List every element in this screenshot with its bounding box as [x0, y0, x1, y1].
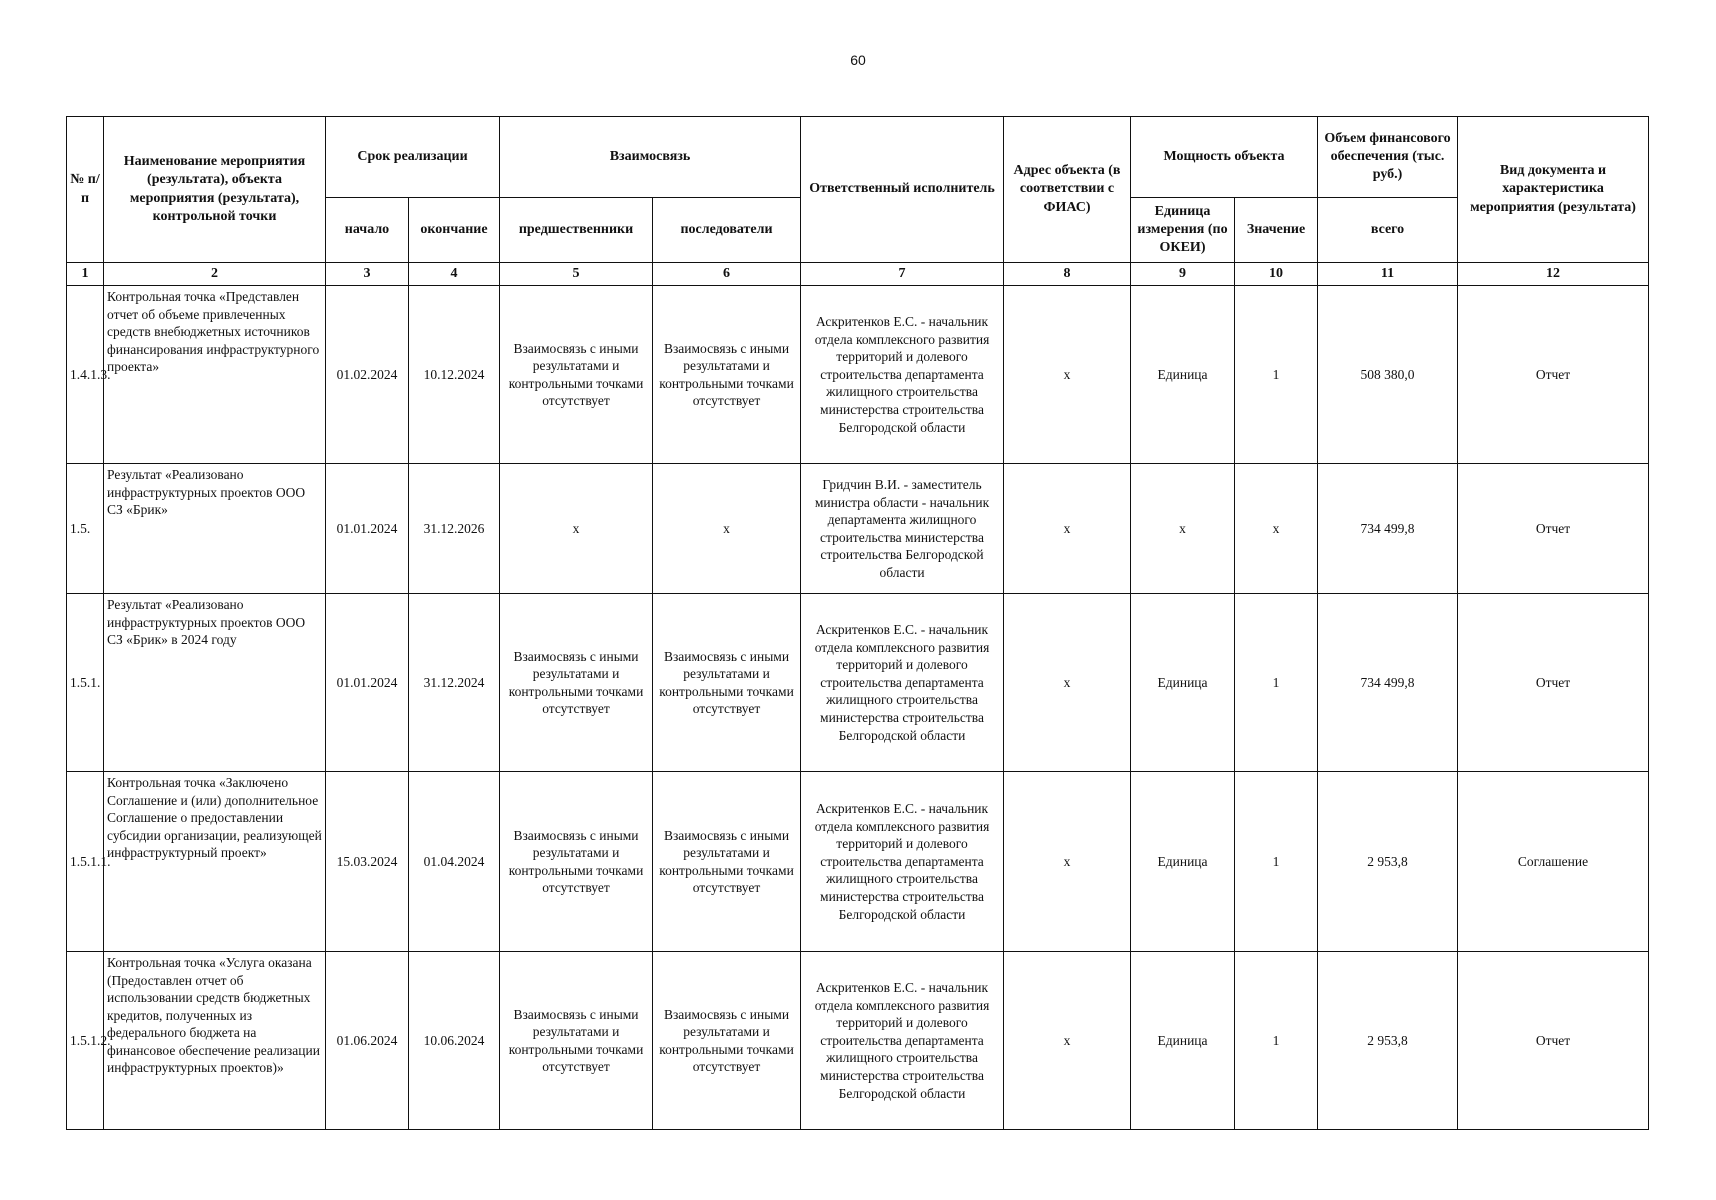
- header-address: Адрес объекта (в соответствии с ФИАС): [1004, 117, 1131, 263]
- row-value: 1: [1235, 952, 1318, 1130]
- column-number: 9: [1131, 263, 1235, 286]
- header-value: Значение: [1235, 198, 1318, 263]
- row-num: 1.5.1.2.: [67, 952, 104, 1130]
- row-successors: Взаимосвязь с иными результатами и контрольными точками отсутствует: [653, 594, 801, 772]
- header-successors: последователи: [653, 198, 801, 263]
- row-name: Результат «Реализовано инфраструктурных проектов ООО СЗ «Брик»: [104, 464, 326, 594]
- row-address: x: [1004, 594, 1131, 772]
- row-doc: Отчет: [1458, 594, 1649, 772]
- row-total: 508 380,0: [1318, 286, 1458, 464]
- row-start: 15.03.2024: [326, 772, 409, 952]
- row-name: Контрольная точка «Услуга оказана (Предоставлен отчет об использовании средств бюджетных кредитов, полученных из федерального бюджета на финансовое обеспечение реализации инфраструктурных проектов)»: [104, 952, 326, 1130]
- header-num: № п/п: [67, 117, 104, 263]
- header-period-end: окончание: [409, 198, 500, 263]
- row-value: 1: [1235, 286, 1318, 464]
- header-finance: Объем финансового обеспечения (тыс. руб.): [1318, 117, 1458, 198]
- row-successors: Взаимосвязь с иными результатами и контрольными точками отсутствует: [653, 952, 801, 1130]
- column-number: 10: [1235, 263, 1318, 286]
- row-address: x: [1004, 464, 1131, 594]
- row-num: 1.5.: [67, 464, 104, 594]
- column-number: 12: [1458, 263, 1649, 286]
- column-number: 1: [67, 263, 104, 286]
- row-unit: Единица: [1131, 286, 1235, 464]
- row-address: x: [1004, 952, 1131, 1130]
- table-row: [67, 594, 1649, 772]
- row-address: x: [1004, 286, 1131, 464]
- row-total: 734 499,8: [1318, 594, 1458, 772]
- row-doc: Отчет: [1458, 952, 1649, 1130]
- row-value: x: [1235, 464, 1318, 594]
- header-period: Срок реализации: [326, 117, 500, 198]
- row-end: 10.06.2024: [409, 952, 500, 1130]
- row-total: 2 953,8: [1318, 952, 1458, 1130]
- page-number: 60: [850, 52, 866, 68]
- table-row: [67, 772, 1649, 952]
- row-end: 01.04.2024: [409, 772, 500, 952]
- row-unit: Единица: [1131, 952, 1235, 1130]
- column-number: 3: [326, 263, 409, 286]
- row-responsible: Аскритенков Е.С. - начальник отдела комплексного развития территорий и долевого строительства департамента жилищного строительства министерства строительства Белгородской области: [801, 286, 1004, 464]
- column-number-row: [67, 263, 1649, 286]
- row-responsible: Аскритенков Е.С. - начальник отдела комплексного развития территорий и долевого строительства департамента жилищного строительства министерства строительства Белгородской области: [801, 594, 1004, 772]
- row-predecessors: Взаимосвязь с иными результатами и контрольными точками отсутствует: [500, 772, 653, 952]
- column-number: 6: [653, 263, 801, 286]
- row-address: x: [1004, 772, 1131, 952]
- table-row: [67, 286, 1649, 464]
- row-responsible: Аскритенков Е.С. - начальник отдела комплексного развития территорий и долевого строительства департамента жилищного строительства министерства строительства Белгородской области: [801, 952, 1004, 1130]
- header-doc-type: Вид документа и характеристика мероприятия (результата): [1458, 117, 1649, 263]
- column-number: 5: [500, 263, 653, 286]
- row-name: Контрольная точка «Заключено Соглашение и (или) дополнительное Соглашение о предоставлении субсидии организации, реализующей инфраструктурный проект»: [104, 772, 326, 952]
- header-unit: Единица измерения (по ОКЕИ): [1131, 198, 1235, 263]
- row-predecessors: Взаимосвязь с иными результатами и контрольными точками отсутствует: [500, 286, 653, 464]
- row-end: 31.12.2026: [409, 464, 500, 594]
- column-number: 7: [801, 263, 1004, 286]
- table-row: [67, 464, 1649, 594]
- row-num: 1.4.1.3.: [67, 286, 104, 464]
- column-number: 11: [1318, 263, 1458, 286]
- row-predecessors: Взаимосвязь с иными результатами и контрольными точками отсутствует: [500, 594, 653, 772]
- row-unit: Единица: [1131, 594, 1235, 772]
- row-value: 1: [1235, 772, 1318, 952]
- column-number: 8: [1004, 263, 1131, 286]
- table-row: [67, 952, 1649, 1130]
- header-responsible: Ответственный исполнитель: [801, 117, 1004, 263]
- header-period-start: начало: [326, 198, 409, 263]
- row-responsible: Аскритенков Е.С. - начальник отдела комплексного развития территорий и долевого строительства департамента жилищного строительства министерства строительства Белгородской области: [801, 772, 1004, 952]
- row-unit: Единица: [1131, 772, 1235, 952]
- row-start: 01.02.2024: [326, 286, 409, 464]
- table-header: [67, 117, 1649, 286]
- header-capacity: Мощность объекта: [1131, 117, 1318, 198]
- row-name: Результат «Реализовано инфраструктурных проектов ООО СЗ «Брик» в 2024 году: [104, 594, 326, 772]
- plan-table: [66, 116, 1649, 1130]
- row-start: 01.01.2024: [326, 464, 409, 594]
- row-predecessors: Взаимосвязь с иными результатами и контрольными точками отсутствует: [500, 952, 653, 1130]
- row-start: 01.06.2024: [326, 952, 409, 1130]
- row-doc: Отчет: [1458, 464, 1649, 594]
- row-doc: Отчет: [1458, 286, 1649, 464]
- row-num: 1.5.1.1.: [67, 772, 104, 952]
- row-successors: Взаимосвязь с иными результатами и контрольными точками отсутствует: [653, 772, 801, 952]
- header-predecessors: предшественники: [500, 198, 653, 263]
- row-end: 10.12.2024: [409, 286, 500, 464]
- header-name: Наименование мероприятия (результата), объекта мероприятия (результата), контрольной точки: [104, 117, 326, 263]
- row-total: 734 499,8: [1318, 464, 1458, 594]
- row-successors: Взаимосвязь с иными результатами и контрольными точками отсутствует: [653, 286, 801, 464]
- row-unit: x: [1131, 464, 1235, 594]
- row-predecessors: x: [500, 464, 653, 594]
- row-successors: x: [653, 464, 801, 594]
- row-name: Контрольная точка «Представлен отчет об объеме привлеченных средств внебюджетных источников финансирования инфраструктурного проекта»: [104, 286, 326, 464]
- header-relation: Взаимосвязь: [500, 117, 801, 198]
- row-doc: Соглашение: [1458, 772, 1649, 952]
- row-responsible: Гридчин В.И. - заместитель министра области - начальник департамента жилищного строительства министерства строительства Белгородской области: [801, 464, 1004, 594]
- row-start: 01.01.2024: [326, 594, 409, 772]
- row-value: 1: [1235, 594, 1318, 772]
- row-total: 2 953,8: [1318, 772, 1458, 952]
- row-end: 31.12.2024: [409, 594, 500, 772]
- column-number: 2: [104, 263, 326, 286]
- header-finance-total: всего: [1318, 198, 1458, 263]
- row-num: 1.5.1.: [67, 594, 104, 772]
- column-number: 4: [409, 263, 500, 286]
